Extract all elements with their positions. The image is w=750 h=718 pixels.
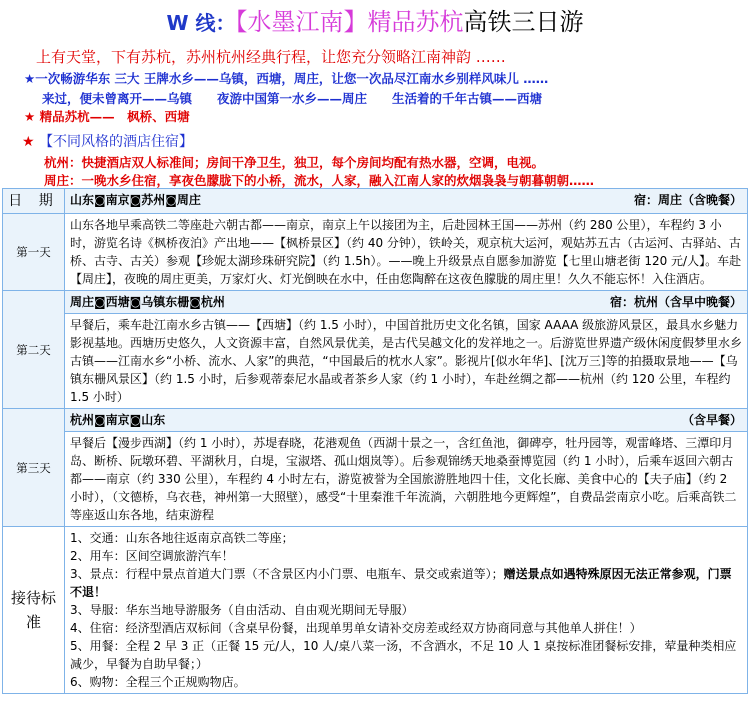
- hotel-zhouzhuang: 周庄：一晚水乡住宿，享夜色朦胧下的小桥，流水，人家，融入江南人家的炊烟袅袅与朝暮朝朝……: [44, 173, 595, 188]
- star-line-2: [22, 132, 193, 152]
- table-row: [3, 432, 748, 527]
- table-row: [3, 214, 748, 291]
- day3-route-text: 杭州◙南京◙山东: [70, 413, 166, 427]
- day3-body: 早餐后【漫步西湖】（约 1 小时），苏堤春晓，花港观鱼（西湖十景之一，含红鱼池，御碑亭，牡丹园等，观雷峰塔、三潭印月岛、断桥、阮墩环碧、平湖秋月，白堤，宝淑塔、孤山烟岚等）。后参观锦绣天地桑蚕博览园（约 1 小时），后乘车返回六朝古都——南京（约 330 公里），车程约 4 小时左右，游览被誉为全国旅游胜地四十佳，文化长廊、美食中心的【夫子庙】（约 2 小时），（文德桥，乌衣巷，神州第一大照壁），感受“十里秦淮千年流淌，六朝胜地今更辉煌”，自费品尝南京小吃。后乘高铁二等座返山东各地，结束游程: [65, 432, 748, 527]
- star-line-1-text: 精品苏杭—— 枫桥、西塘: [39, 109, 190, 124]
- hotel-hangzhou: 杭州：快捷酒店双人标准间；房间干净卫生，独卫，每个房间均配有热水器，空调，电视。: [44, 155, 545, 170]
- day1-stay: 宿：周庄（含晚餐）: [633, 193, 742, 207]
- list-item: 5、用餐：全程 2 早 3 正（正餐 15 元/人，10 人/桌八菜一汤，不含酒水，不足 10 人 1 桌按标准团餐标安排，荤量种类相应减少，早餐为自助早餐；）: [70, 639, 737, 671]
- date-column-label: 日 期: [3, 189, 65, 214]
- itinerary-table: [2, 188, 748, 694]
- table-row: [3, 527, 748, 694]
- table-header: [3, 189, 748, 214]
- day3-stay: （含早餐）: [681, 413, 742, 427]
- day1-route-text: 山东◙南京◙苏州◙周庄: [70, 193, 201, 207]
- star-icon: ★: [22, 134, 35, 150]
- table-row: [3, 291, 748, 314]
- day2-route: [65, 291, 748, 314]
- slogan: 上有天堂，下有苏杭，苏州杭州经典行程，让您充分领略江南神韵 ……: [36, 48, 506, 66]
- standard-label: 接待标准: [3, 527, 65, 694]
- star-line-2-text: 【不同风格的酒店住宿】: [39, 134, 194, 150]
- day1-route: [65, 189, 748, 214]
- day-label: 第一天: [3, 214, 65, 291]
- day2-body: 早餐后，乘车赴江南水乡古镇——【西塘】（约 1.5 小时），中国首批历史文化名镇，国家 AAAA 级旅游风景区，最具水乡魅力影视基地。西塘历史悠久，人文资源丰富，自然风景优美，是古代吴越文化的发祥地之一。后游览世界遗产级休闲度假梦里水乡古镇——江南水乡“小桥、流水、人家”的典范，“中国最后的枕水人家”。影视片[似水年华]、[沈万三]等的拍摄取景地——【乌镇东栅风景区】（约 1.5 小时，后参观蒂泰尼水晶或者茶乡人家（约 1 小时），车赴丝绸之都——杭州（约 120 公里，车程约 1.5 小时）: [65, 314, 748, 409]
- list-item: 2、用车：区间空调旅游汽车！: [70, 549, 234, 563]
- list-item: 6、购物：全程三个正规购物店。: [70, 675, 246, 689]
- table-row: [3, 314, 748, 409]
- list-item: 1、交通：山东各地往返南京高铁二等座；: [70, 531, 294, 545]
- table-row: [3, 409, 748, 432]
- star-icon: ★: [24, 109, 36, 124]
- star-line-1: [24, 108, 190, 126]
- page-title: [0, 6, 750, 39]
- list-item: 4、住宿：经济型酒店双标间（含桌早份餐，出现单男单女请补交房差或经双方协商同意与其他单人拼住！）: [70, 621, 642, 635]
- day2-route-text: 周庄◙西塘◙乌镇东栅◙杭州: [70, 295, 225, 309]
- title-main: 【水墨江南】精品苏杭: [235, 8, 464, 36]
- list-item: 3、导服：华东当地导游服务（自由活动、自由观光期间无导服）: [70, 603, 414, 617]
- title-prefix: W 线：: [166, 11, 236, 35]
- title-suffix: 高铁三日游: [463, 8, 584, 36]
- day2-stay: 宿：杭州（含早中晚餐）: [609, 295, 742, 309]
- day-label: 第二天: [3, 291, 65, 409]
- day-label: 第三天: [3, 409, 65, 527]
- day3-route: [65, 409, 748, 432]
- highlight-2: 来过，便未曾离开——乌镇 夜游中国第一水乡——周庄 生活着的千年古镇——西塘: [42, 91, 543, 106]
- highlight-1: ★一次畅游华东 三大 王牌水乡——乌镇，西塘，周庄，让您一次品尽江南水乡别样风味儿 ……: [24, 71, 549, 86]
- list-item: 3、景点：行程中景点首道大门票（不含景区内小门票、电瓶车、景交或索道等）；赠送景点如遇特殊原因无法正常参观，门票不退！: [70, 567, 732, 599]
- day1-body: 山东各地早乘高铁二等座赴六朝古都——南京，南京上午以接团为主，后赴园林王国——苏州（约 280 公里），车程约 3 小时，游览名诗《枫桥夜泊》产出地——【枫桥景区】（约 40 分钟），铁岭关，观京杭大运河，观姑苏五古（古运河、古驿站、古桥、古寺、古关）参观【珍妮太湖珍珠研究院】（约 1.5h）。——晚上升级景点自愿参加游览【七里山塘老街 120 元/人】。车赴【周庄】，夜晚的周庄更美，万家灯火、灯光倒映在水中，任由您陶醉在这夜色朦胧的周庄里！久久不能忘怀！入住酒店。: [65, 214, 748, 291]
- standard-list: [65, 527, 748, 694]
